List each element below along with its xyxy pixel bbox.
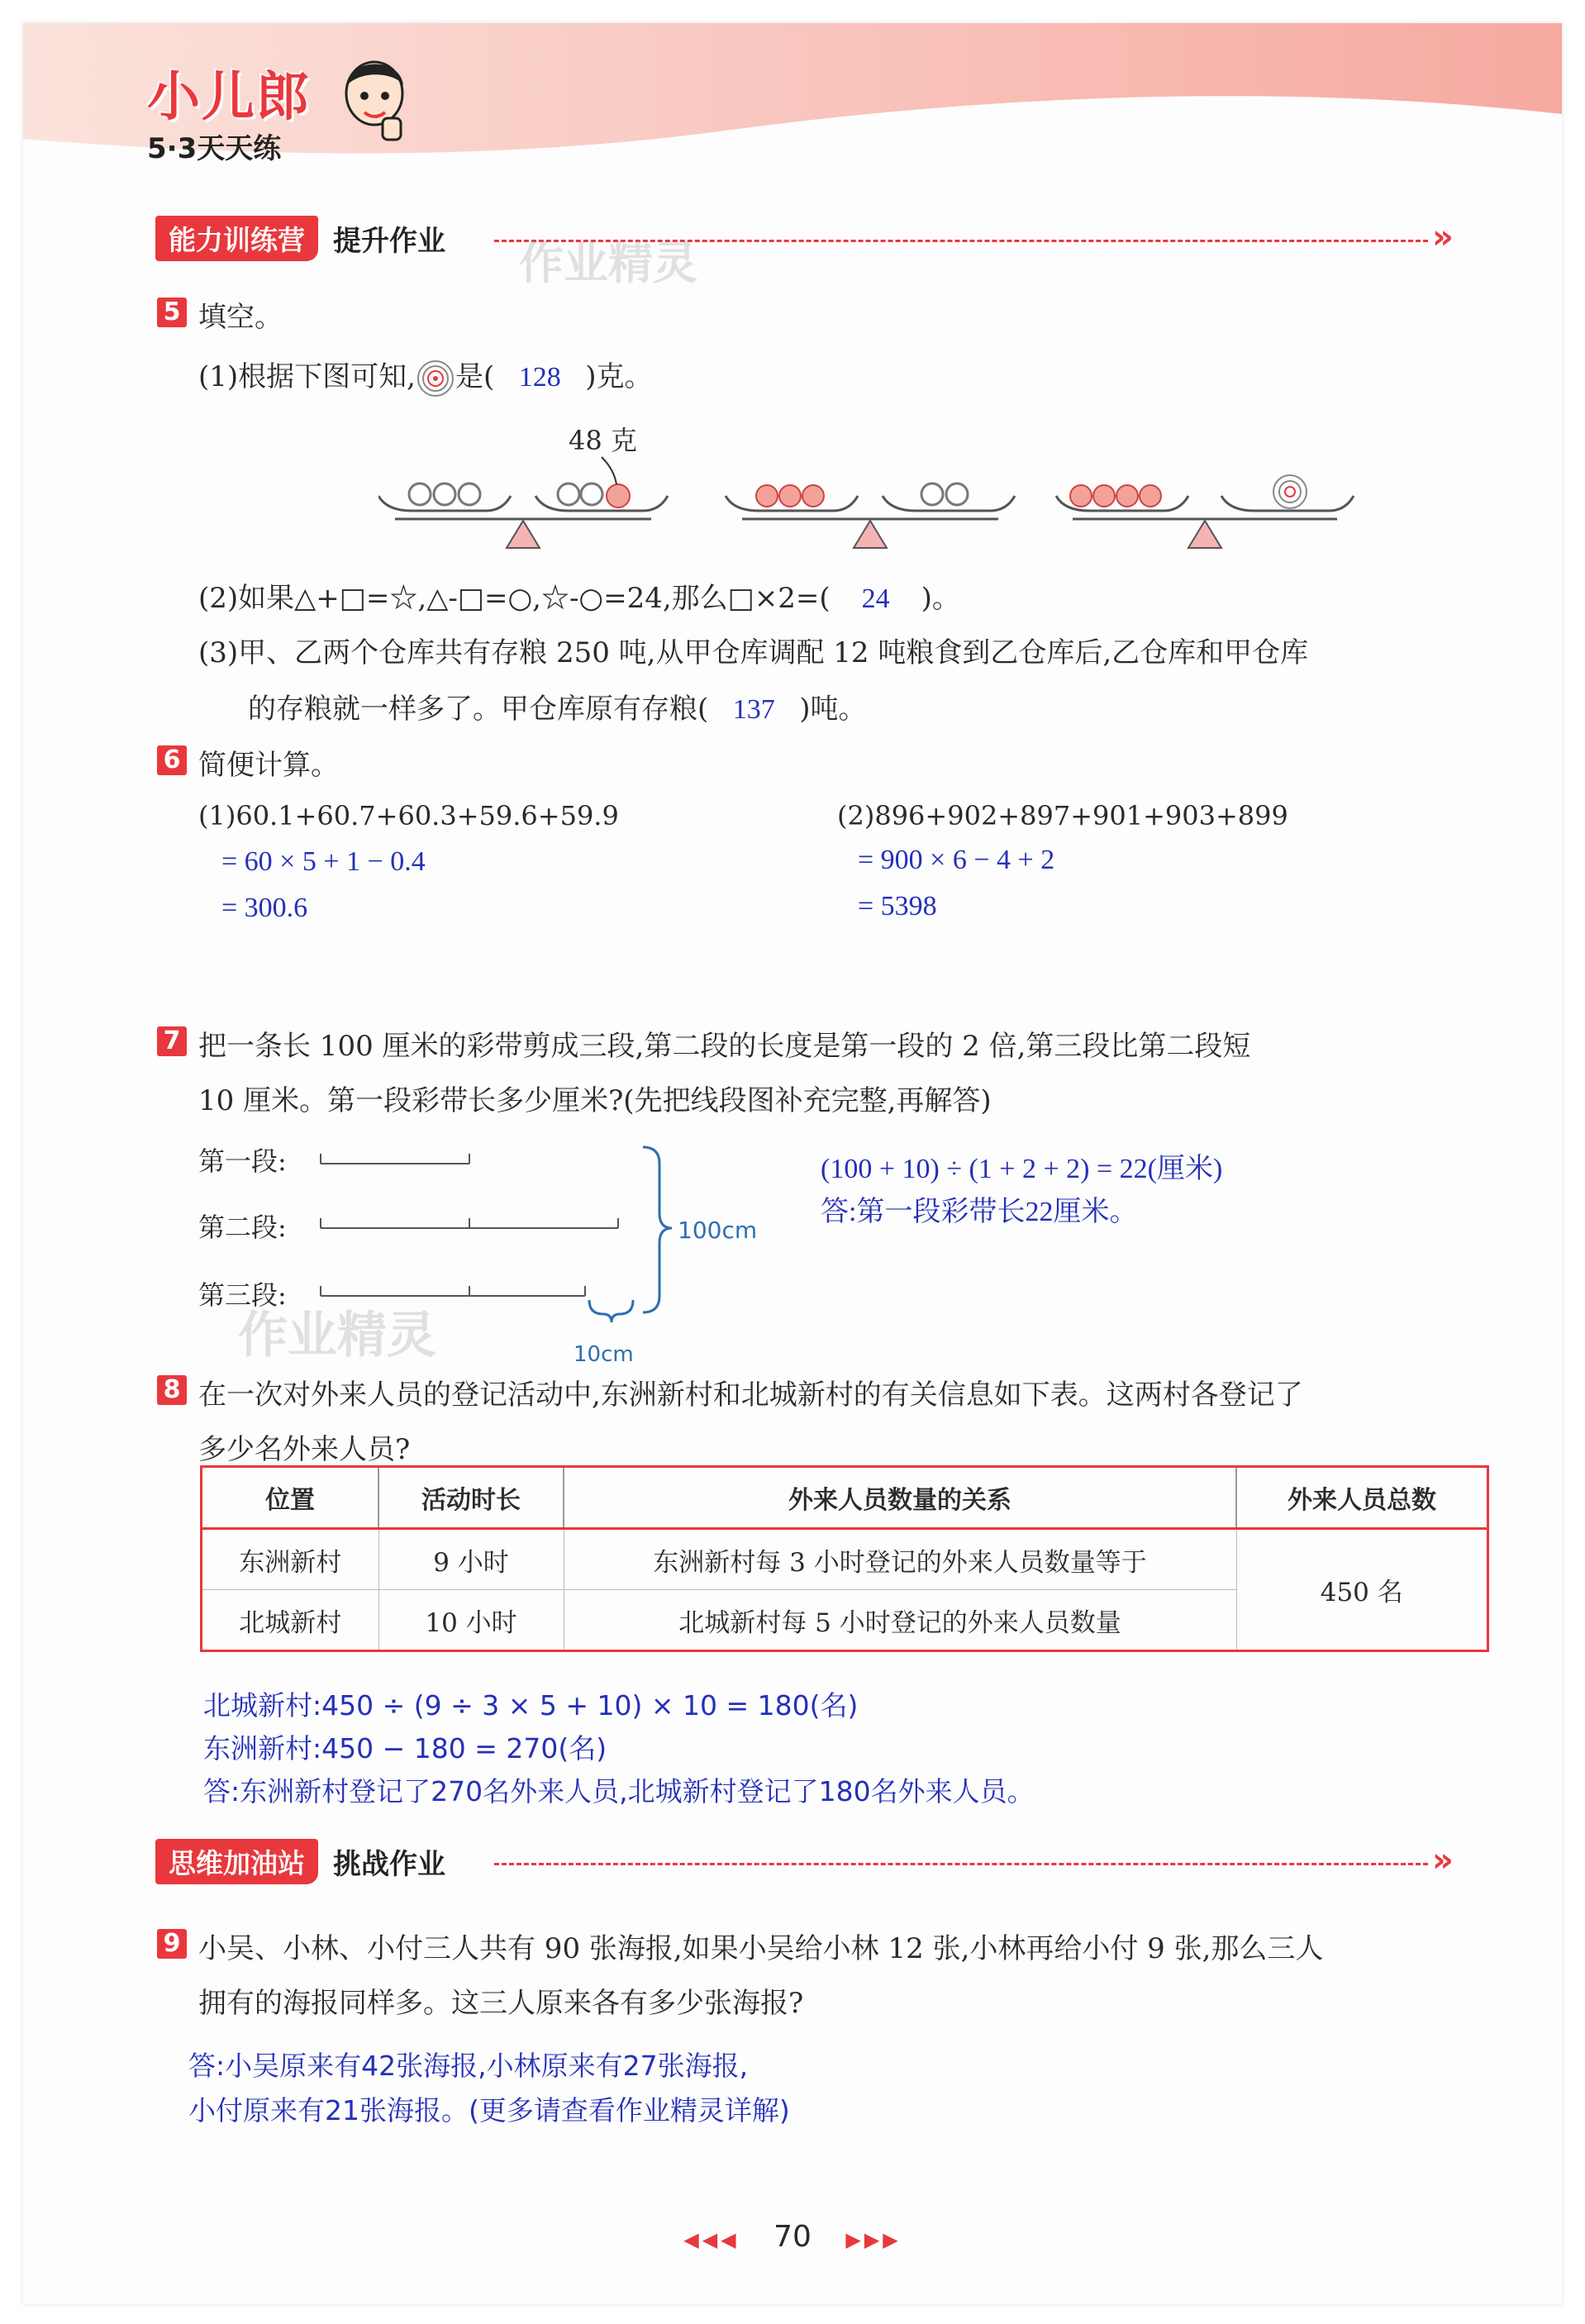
balance-scale	[378, 457, 668, 548]
q5-part2-text: )。	[921, 582, 960, 615]
page-number: 70	[773, 2220, 812, 2254]
answer-step: = 60 × 5 + 1 − 0.4	[221, 846, 426, 877]
answer-step: = 300.6	[221, 893, 308, 923]
table-cell: 9 小时	[378, 1529, 564, 1590]
question-number: 8	[157, 1375, 187, 1405]
target-weight-icon	[416, 359, 455, 398]
question-number: 5	[157, 298, 187, 327]
q5-part3-line1: (3)甲、乙两个仓库共有存粮 250 吨,从甲仓库调配 12 吨粮食到乙仓库后,乙仓库和甲仓库	[198, 636, 1309, 669]
answer: 24	[861, 583, 890, 614]
section-bar-ability	[155, 215, 445, 261]
question-text: 多少名外来人员?	[198, 1433, 411, 1466]
answer: 137	[732, 694, 775, 725]
table-cell: 东洲新村	[202, 1529, 379, 1590]
answer-equation: 北城新村:450 ÷ (9 ÷ 3 × 5 + 10) × 10 = 180(名)	[203, 1689, 859, 1722]
q5-part1-text: )克。	[585, 360, 653, 393]
section-tag: 能力训练营	[155, 216, 318, 261]
q5-part3-text: 的存粮就一样多了。甲仓库原有存粮(	[248, 693, 709, 726]
segment-label: 第三段:	[198, 1279, 287, 1311]
table-cell: 450 名	[1236, 1529, 1488, 1651]
q5-part1	[198, 354, 653, 398]
brand-logo: 小儿郎	[147, 67, 311, 128]
expression: (1)60.1+60.7+60.3+59.6+59.9	[198, 800, 619, 831]
section-bar-thinking	[155, 1838, 445, 1884]
q5-part2-text: (2)如果△+□=☆,△-□=○,☆-○=24,那么□×2=(	[198, 582, 831, 615]
answer-statement: 小付原来有21张海报。(更多请查看作业精灵详解)	[188, 2094, 790, 2126]
answer: 128	[518, 362, 561, 393]
next-arrows-icon: ▶▶▶	[845, 2228, 902, 2251]
q5-part2	[198, 575, 960, 616]
balance-scale	[1056, 475, 1354, 548]
table-cell: 北城新村	[202, 1590, 379, 1651]
question-number: 7	[157, 1026, 187, 1056]
answer-equation: 东洲新村:450 − 180 = 270(名)	[203, 1732, 607, 1764]
question-text: 小吴、小林、小付三人共有 90 张海报,如果小吴给小林 12 张,小林再给小付 9 张,那么三人	[198, 1932, 1324, 1965]
segment-label: 第一段:	[198, 1145, 287, 1177]
q5-part3-text: )吨。	[799, 693, 867, 726]
question-number: 9	[157, 1929, 187, 1959]
table-row	[202, 1529, 1488, 1590]
chevron-right-icon: »	[1432, 218, 1454, 256]
previous-arrows-icon: ◀◀◀	[683, 2228, 740, 2251]
question-text: 在一次对外来人员的登记活动中,东洲新村和北城新村的有关信息如下表。这两村各登记了	[198, 1379, 1303, 1412]
question-title: 简便计算。	[198, 749, 339, 782]
chevron-right-icon: »	[1432, 1841, 1454, 1879]
brand-subtitle: 5·3天天练	[147, 132, 282, 165]
table-cell: 东洲新村每 3 小时登记的外来人员数量等于	[564, 1529, 1236, 1590]
balance-scale	[726, 483, 1015, 548]
question-number: 6	[157, 745, 187, 775]
q5-part1-text: 是(	[455, 360, 495, 393]
watermark: 作业精灵	[519, 237, 697, 289]
answer-step: = 5398	[858, 891, 937, 922]
segment-label: 第二段:	[198, 1212, 287, 1243]
brand	[147, 55, 311, 166]
answer-statement: 答:第一段彩带长22厘米。	[821, 1197, 1138, 1227]
q5-part3-line2	[248, 686, 867, 726]
divider	[494, 1863, 1428, 1865]
difference-label: 10cm	[574, 1342, 634, 1367]
q5-part1-text: (1)根据下图可知,	[198, 360, 416, 393]
answer-step: = 900 × 6 − 4 + 2	[858, 845, 1055, 875]
column-header: 外来人员总数	[1236, 1467, 1488, 1529]
scale-label: 48 克	[569, 425, 637, 456]
question-text: 把一条长 100 厘米的彩带剪成三段,第二段的长度是第一段的 2 倍,第三段比第二段短	[198, 1030, 1251, 1063]
page-footer	[23, 2220, 1562, 2254]
table-cell: 北城新村每 5 小时登记的外来人员数量	[564, 1590, 1236, 1651]
expression: (2)896+902+897+901+903+899	[837, 800, 1288, 831]
column-header: 位置	[202, 1467, 379, 1529]
balance-scales-illustration	[378, 445, 1387, 552]
answer-statement: 答:小吴原来有42张海报,小林原来有27张海报,	[188, 2050, 749, 2082]
info-table	[200, 1465, 1489, 1652]
question-title: 填空。	[198, 301, 283, 334]
question-text: 10 厘米。第一段彩带长多少厘米?(先把线段图补充完整,再解答)	[198, 1084, 992, 1117]
section-tag: 思维加油站	[155, 1839, 318, 1884]
section-title: 挑战作业	[333, 1847, 445, 1881]
total-label: 100cm	[678, 1217, 758, 1244]
watermark: 作业精灵	[238, 1307, 436, 1364]
question-text: 拥有的海报同样多。这三人原来各有多少张海报?	[198, 1987, 804, 2020]
column-header: 活动时长	[378, 1467, 564, 1529]
column-header: 外来人员数量的关系	[564, 1467, 1236, 1529]
answer-statement: 答:东洲新村登记了270名外来人员,北城新村登记了180名外来人员。	[203, 1775, 1035, 1807]
mascot-icon	[337, 48, 412, 147]
table-cell: 10 小时	[378, 1590, 564, 1651]
table-header-row	[202, 1467, 1488, 1529]
workbook-page	[23, 23, 1562, 2304]
section-title: 提升作业	[333, 224, 445, 258]
answer-equation: (100 + 10) ÷ (1 + 2 + 2) = 22(厘米)	[821, 1154, 1223, 1184]
